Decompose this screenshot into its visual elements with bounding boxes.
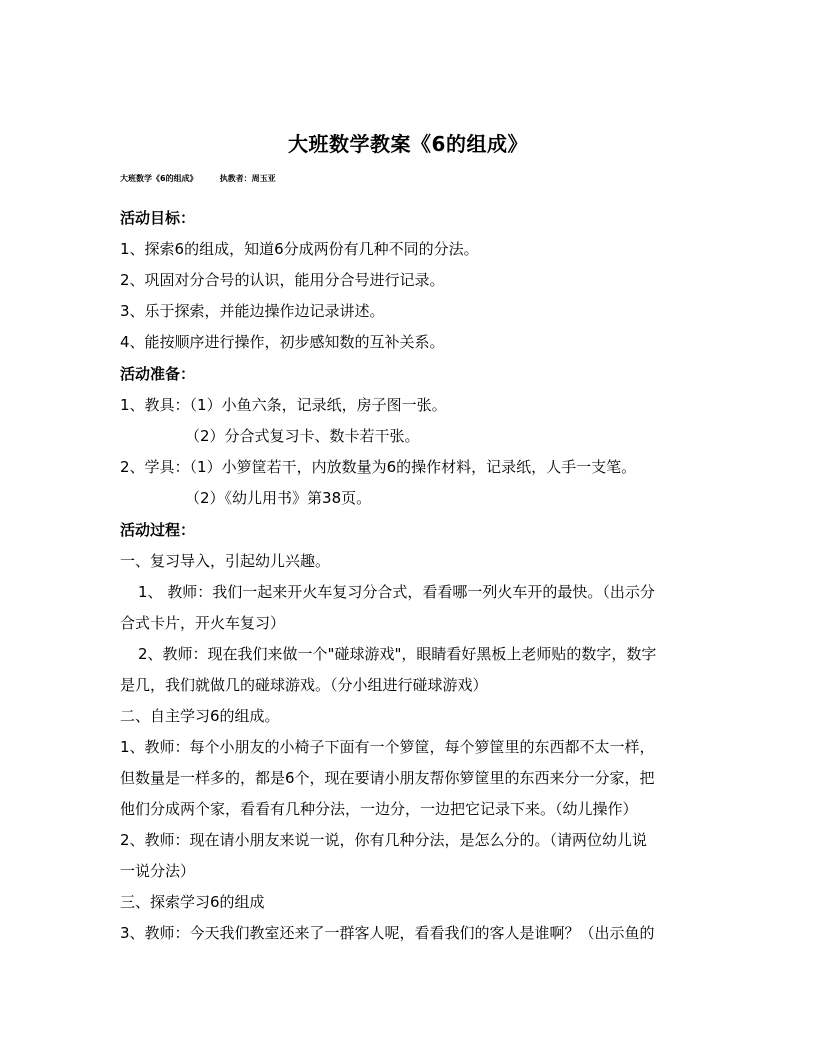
course-label: 大班数学《6的组成》 bbox=[120, 174, 198, 183]
prep-item: 1、教具：（1）小鱼六条，记录纸，房子图一张。 bbox=[120, 396, 447, 414]
goal-item: 2、巩固对分合号的认识，能用分合号进行记录。 bbox=[120, 271, 445, 289]
process-line: 三、探索学习6的组成 bbox=[120, 893, 265, 911]
goals-heading: 活动目标： bbox=[120, 209, 196, 227]
document-meta bbox=[120, 173, 276, 184]
goal-item: 3、乐于探索，并能边操作边记录讲述。 bbox=[120, 302, 385, 320]
process-line: 一说分法） bbox=[120, 862, 196, 880]
process-heading: 活动过程： bbox=[120, 521, 196, 539]
process-line: 合式卡片，开火车复习） bbox=[120, 614, 286, 632]
process-line: 是几，我们就做几的碰球游戏。（分小组进行碰球游戏） bbox=[120, 676, 488, 694]
prep-item: （2）《幼儿用书》第38页。 bbox=[185, 489, 372, 507]
prep-item: 2、学具：（1）小箩筐若干，内放数量为6的操作材料，记录纸，人手一支笔。 bbox=[120, 458, 637, 476]
page-title: 大班数学教案《6的组成》 bbox=[288, 132, 528, 156]
process-line: 二、自主学习6的组成。 bbox=[120, 707, 280, 725]
process-line: 1、 教师：我们一起来开火车复习分合式，看看哪一列火车开的最快。（出示分 bbox=[138, 583, 655, 601]
goal-item: 4、能按顺序进行操作，初步感知数的互补关系。 bbox=[120, 333, 445, 351]
process-line: 他们分成两个家，看看有几种分法，一边分，一边把它记录下来。（幼儿操作） bbox=[120, 800, 638, 818]
process-line: 2、教师：现在请小朋友来说一说，你有几种分法，是怎么分的。（请两位幼儿说 bbox=[120, 831, 648, 849]
prep-item: （2）分合式复习卡、数卡若干张。 bbox=[185, 427, 420, 445]
prep-heading: 活动准备： bbox=[120, 365, 196, 383]
goal-item: 1、探索6的组成，知道6分成两份有几种不同的分法。 bbox=[120, 240, 479, 258]
author-label: 执教者：周玉亚 bbox=[219, 174, 276, 183]
process-line: 2、教师：现在我们来做一个"碰球游戏"，眼睛看好黑板上老师贴的数字，数字 bbox=[138, 645, 657, 663]
process-line: 但数量是一样多的，都是6个，现在要请小朋友帮你箩筐里的东西来分一分家，把 bbox=[120, 769, 655, 787]
process-line: 3、教师：今天我们教室还来了一群客人呢，看看我们的客人是谁啊？（出示鱼的 bbox=[120, 924, 655, 942]
process-line: 1、教师：每个小朋友的小椅子下面有一个箩筐，每个箩筐里的东西都不太一样， bbox=[120, 738, 655, 756]
process-line: 一、复习导入，引起幼儿兴趣。 bbox=[120, 552, 331, 570]
